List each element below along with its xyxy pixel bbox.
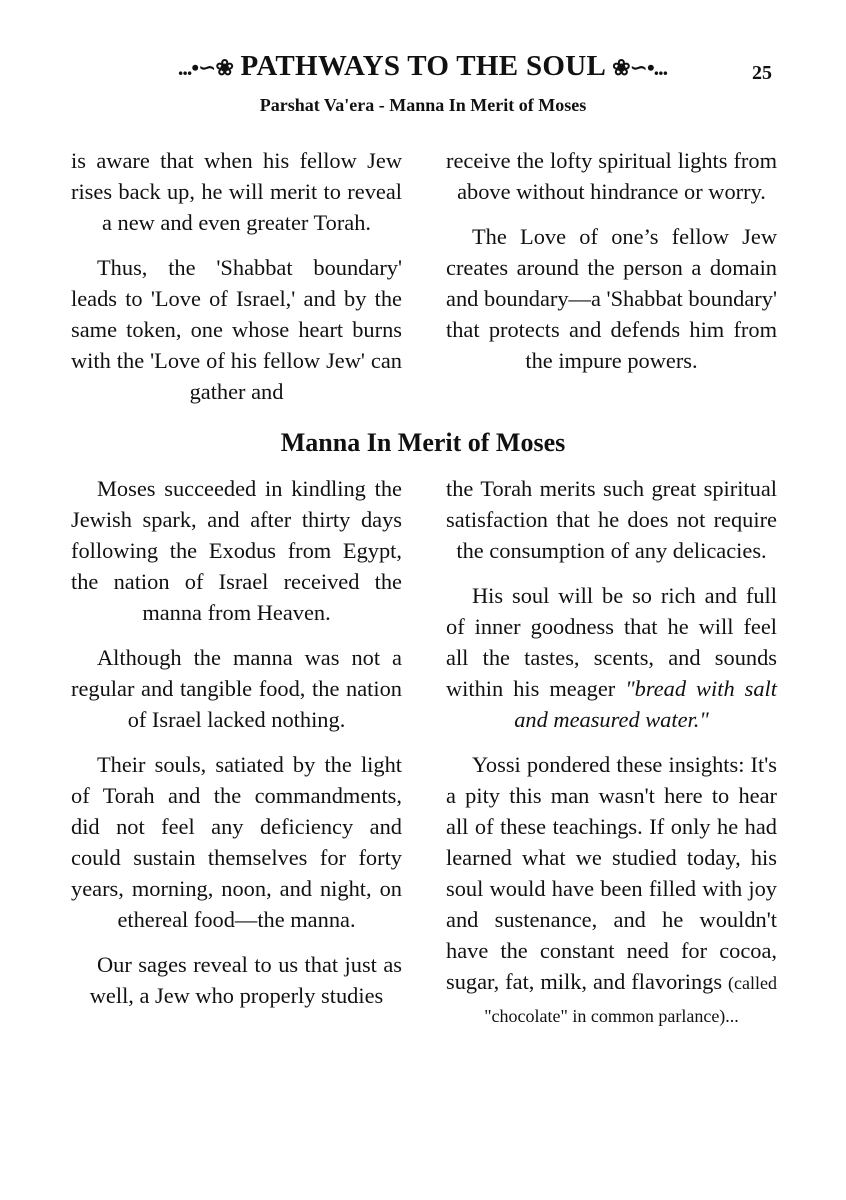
section-heading: Manna In Merit of Moses <box>280 428 566 457</box>
page-number: 25 <box>752 62 772 84</box>
paragraph: Although the manna was not a regular and tangible food, the nation of Israel lacked nothing. <box>71 645 402 732</box>
paragraph: The Love of one’s fellow Jew creates around the person a domain and boundary—a 'Shabbat boundary' that protects and defends him from the impure powers. <box>446 224 777 373</box>
right-ornament: ❀∽•... <box>612 55 668 80</box>
paragraph: Moses succeeded in kindling the Jewish spark, and after thirty days following the Exodus from Egypt, the nation of Israel received the manna from Heaven. <box>71 476 402 625</box>
paragraph <box>446 580 777 735</box>
paragraph: receive the lofty spiritual lights from above without hindrance or worry. <box>446 148 777 204</box>
parenthetical-note: (called "chocolate" in common parlance)... <box>484 973 777 1026</box>
paragraph-text: Yossi pondered these insights: It's a pity this man wasn't here to hear all of these teachings. If only he had learned what we studied today, his soul would have been filled with joy and sustenance, and he wouldn't have the constant need for cocoa, sugar, fat, milk, and flavorings <box>446 752 777 994</box>
top-right-column <box>446 145 777 390</box>
bottom-right-column <box>446 473 777 1046</box>
page-header <box>0 50 846 90</box>
paragraph-text: His soul will be so rich and full of inner goodness that he will feel all the tastes, scents, and sounds within his meager <box>446 583 777 701</box>
bottom-left-column <box>71 473 402 1025</box>
chapter-subtitle: Parshat Va'era - Manna In Merit of Moses <box>259 95 587 115</box>
top-left-column <box>71 145 402 421</box>
paragraph: Our sages reveal to us that just as well, a Jew who properly studies <box>89 952 402 1008</box>
quote-italic: "bread with salt and measured water." <box>514 676 777 732</box>
running-title <box>130 50 715 83</box>
paragraph: is aware that when his fellow Jew rises back up, he will merit to reveal a new and even greater Torah. <box>71 148 402 235</box>
left-ornament: ...•∽❀ <box>177 55 233 80</box>
paragraph: Thus, the 'Shabbat boundary' leads to 'Love of Israel,' and by the same token, one whose heart burns with the 'Love of his fellow Jew' can gather and <box>71 255 402 404</box>
book-title: PATHWAYS TO THE SOUL <box>240 50 605 82</box>
paragraph <box>446 749 777 1032</box>
paragraph: Their souls, satiated by the light of Torah and the commandments, did not feel any deficiency and could sustain themselves for forty years, morning, noon, and night, on ethereal food—the manna. <box>71 752 402 932</box>
paragraph: the Torah merits such great spiritual satisfaction that he does not require the consumption of any delicacies. <box>446 476 777 563</box>
